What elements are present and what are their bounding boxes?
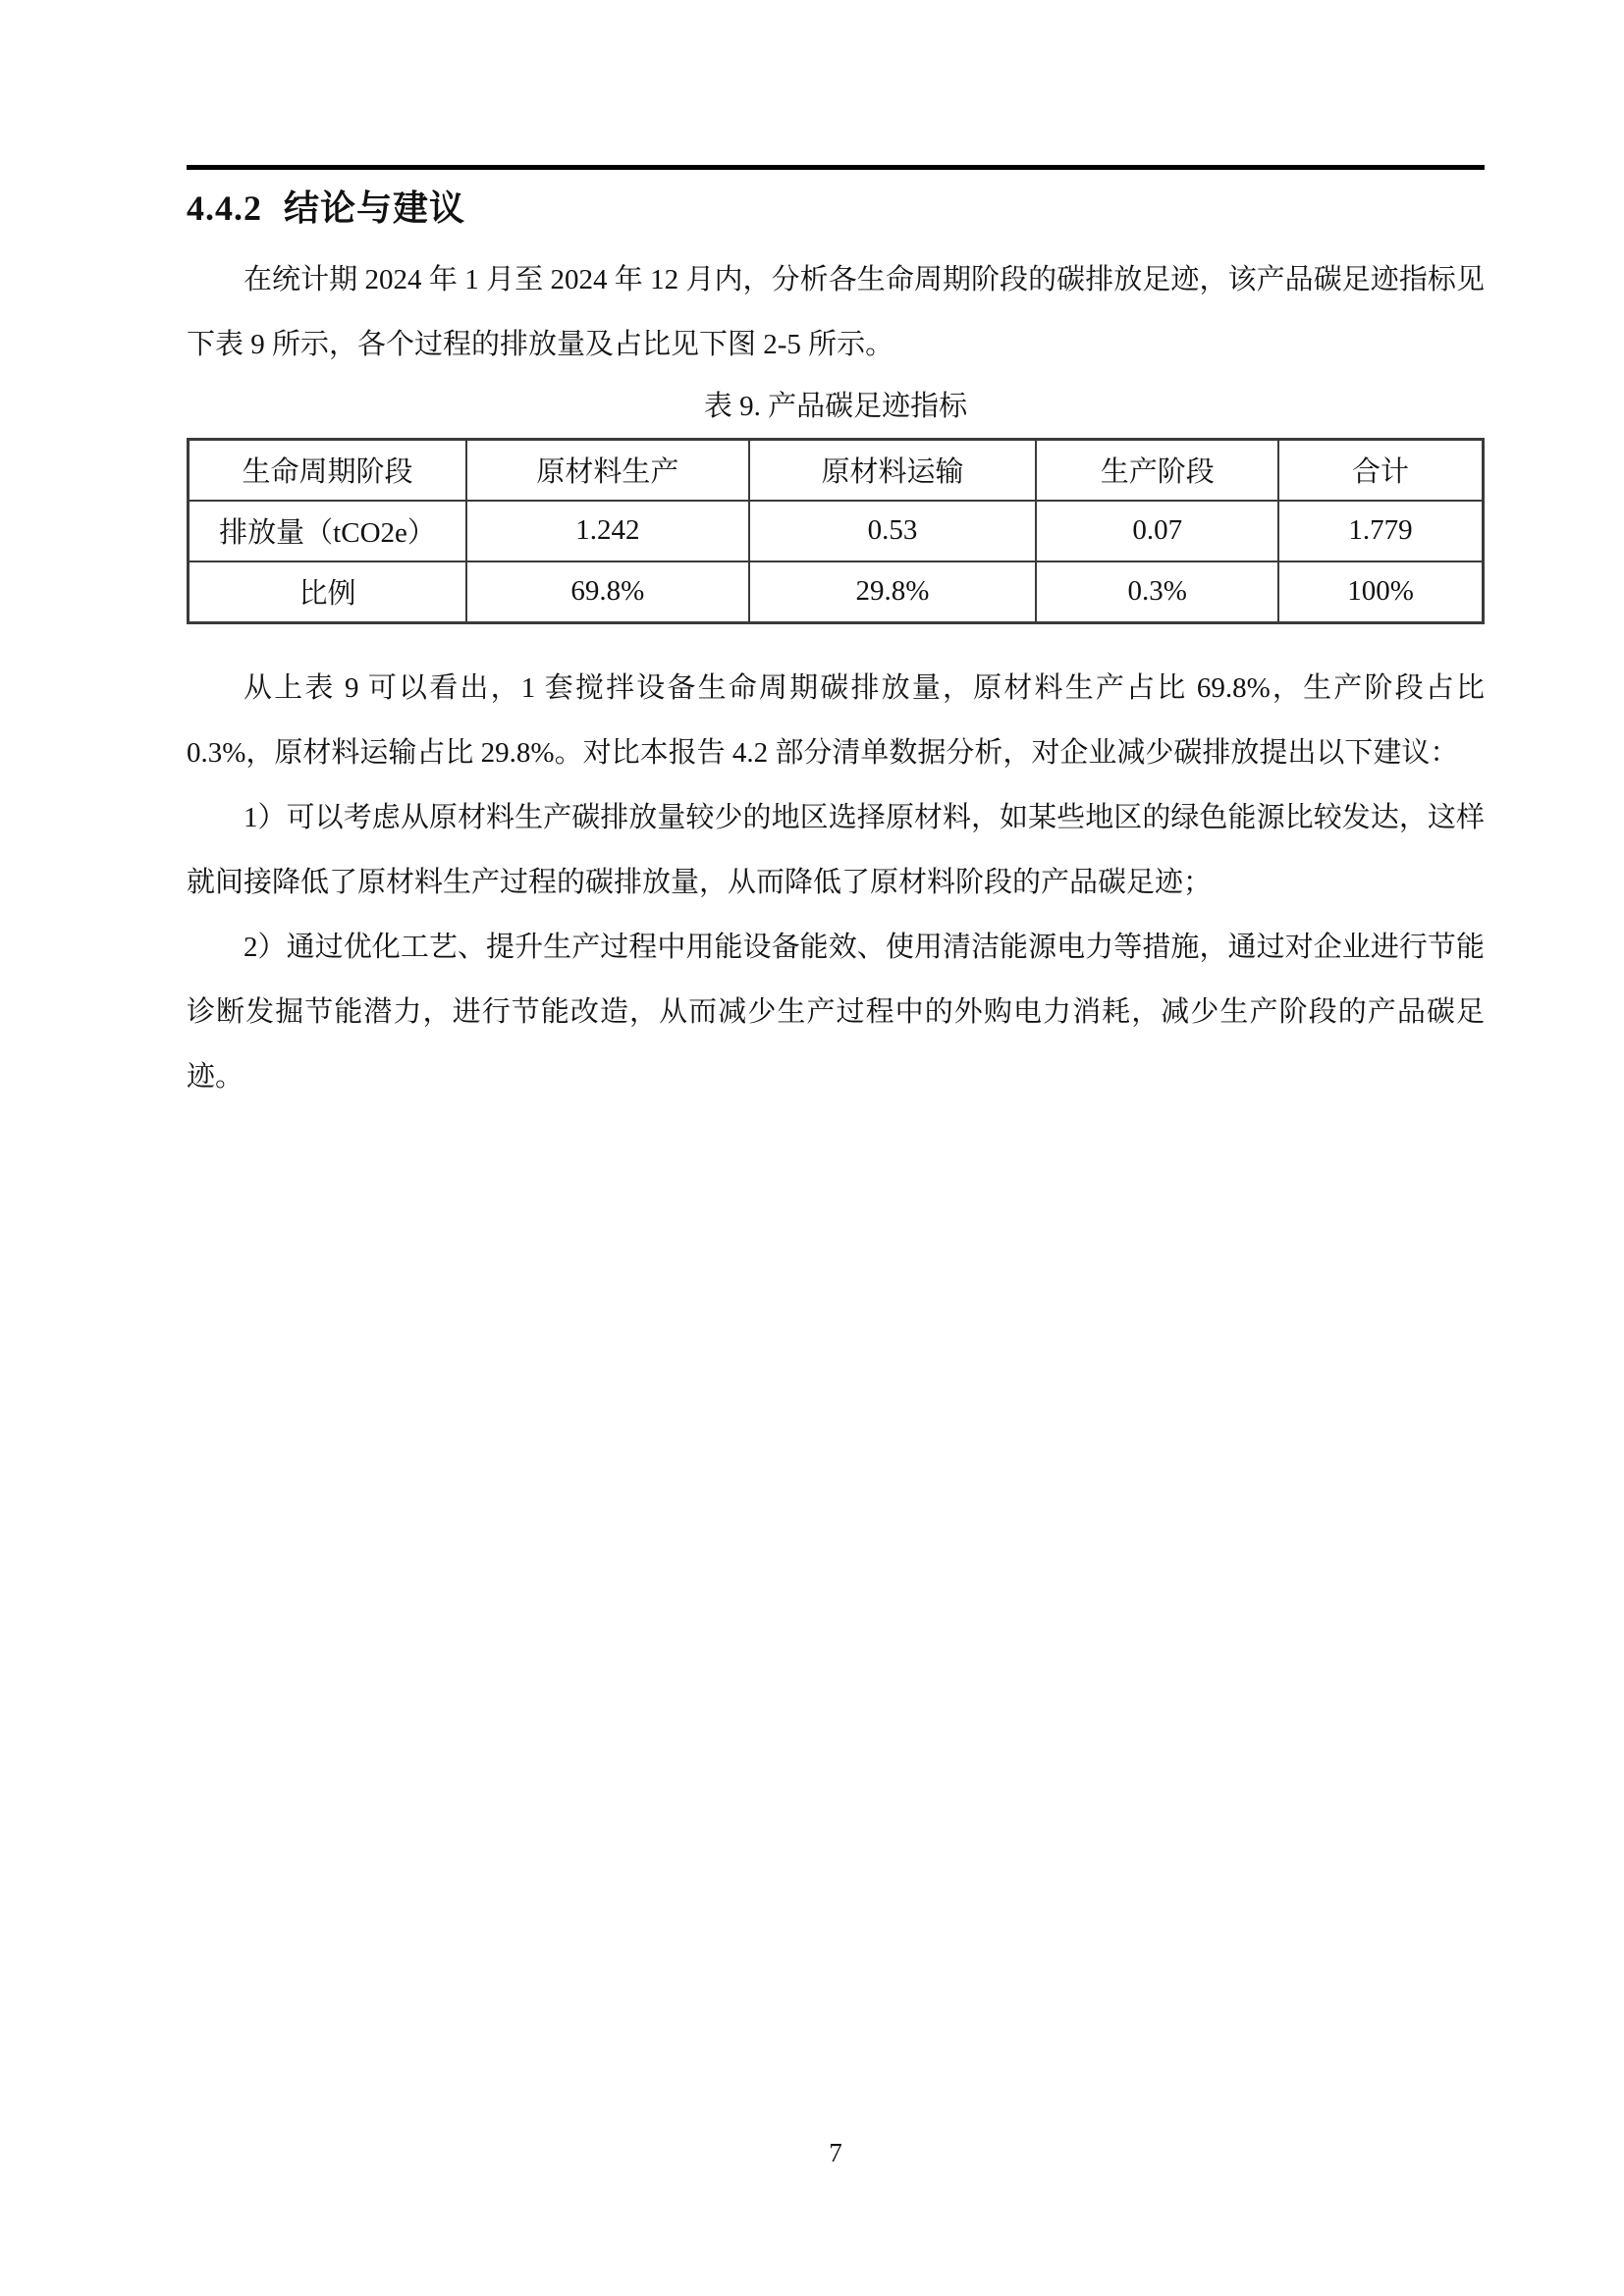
analysis-block	[187, 656, 1485, 1109]
intro-paragraph: 在统计期 2024 年 1 月至 2024 年 12 月内，分析各生命周期阶段的碳排放足迹，该产品碳足迹指标见下表 9 所示，各个过程的排放量及占比见下图 2-5 所示。	[187, 263, 1485, 360]
intro-paragraph-block	[187, 247, 1485, 377]
table-caption: 表 9. 产品碳足迹指标	[703, 390, 968, 422]
suggestion-1-paragraph: 1）可以考虑从原材料生产碳排放量较少的地区选择原材料，如某些地区的绿色能源比较发达，这样就间接降低了原材料生产过程的碳排放量，从而降低了原材料阶段的产品碳足迹；	[187, 801, 1485, 898]
page-number: 7	[829, 2138, 842, 2167]
table-row-ratio	[189, 561, 1484, 623]
ratio-production-stage: 0.3%	[1036, 561, 1278, 623]
page-content	[187, 0, 1485, 1109]
header-raw-material-production: 原材料生产	[466, 439, 749, 501]
ratio-raw-material-production: 69.8%	[466, 561, 749, 623]
emissions-raw-material-production: 1.242	[466, 501, 749, 561]
section-heading	[187, 186, 1485, 232]
header-total: 合计	[1278, 439, 1483, 501]
header-production-stage: 生产阶段	[1036, 439, 1278, 501]
suggestion-2-paragraph: 2）通过优化工艺、提升生产过程中用能设备能效、使用清洁能源电力等措施，通过对企业进行节能诊断发掘节能潜力，进行节能改造，从而减少生产过程中的外购电力消耗，减少生产阶段的产品碳足迹。	[187, 931, 1485, 1093]
ratio-raw-material-transport: 29.8%	[749, 561, 1037, 623]
emissions-raw-material-transport: 0.53	[749, 501, 1037, 561]
emissions-total: 1.779	[1278, 501, 1483, 561]
table-header-row	[189, 439, 1484, 501]
ratio-total: 100%	[1278, 561, 1483, 623]
carbon-footprint-table	[187, 438, 1485, 624]
ratio-row-label: 比例	[189, 561, 467, 623]
section-number: 4.4.2	[187, 188, 262, 228]
emissions-production-stage: 0.07	[1036, 501, 1278, 561]
emissions-row-label: 排放量（tCO2e）	[189, 501, 467, 561]
heading-top-rule	[187, 165, 1485, 170]
table-row-emissions	[189, 501, 1484, 561]
header-lifecycle-stage: 生命周期阶段	[189, 439, 467, 501]
analysis-paragraph: 从上表 9 可以看出，1 套搅拌设备生命周期碳排放量，原材料生产占比 69.8%，生产阶段占比 0.3%，原材料运输占比 29.8%。对比本报告 4.2 部分清单数据分析，对企业减少碳排放提出以下建议：	[187, 671, 1485, 769]
header-raw-material-transport: 原材料运输	[749, 439, 1037, 501]
section-title: 结论与建议	[284, 188, 466, 228]
